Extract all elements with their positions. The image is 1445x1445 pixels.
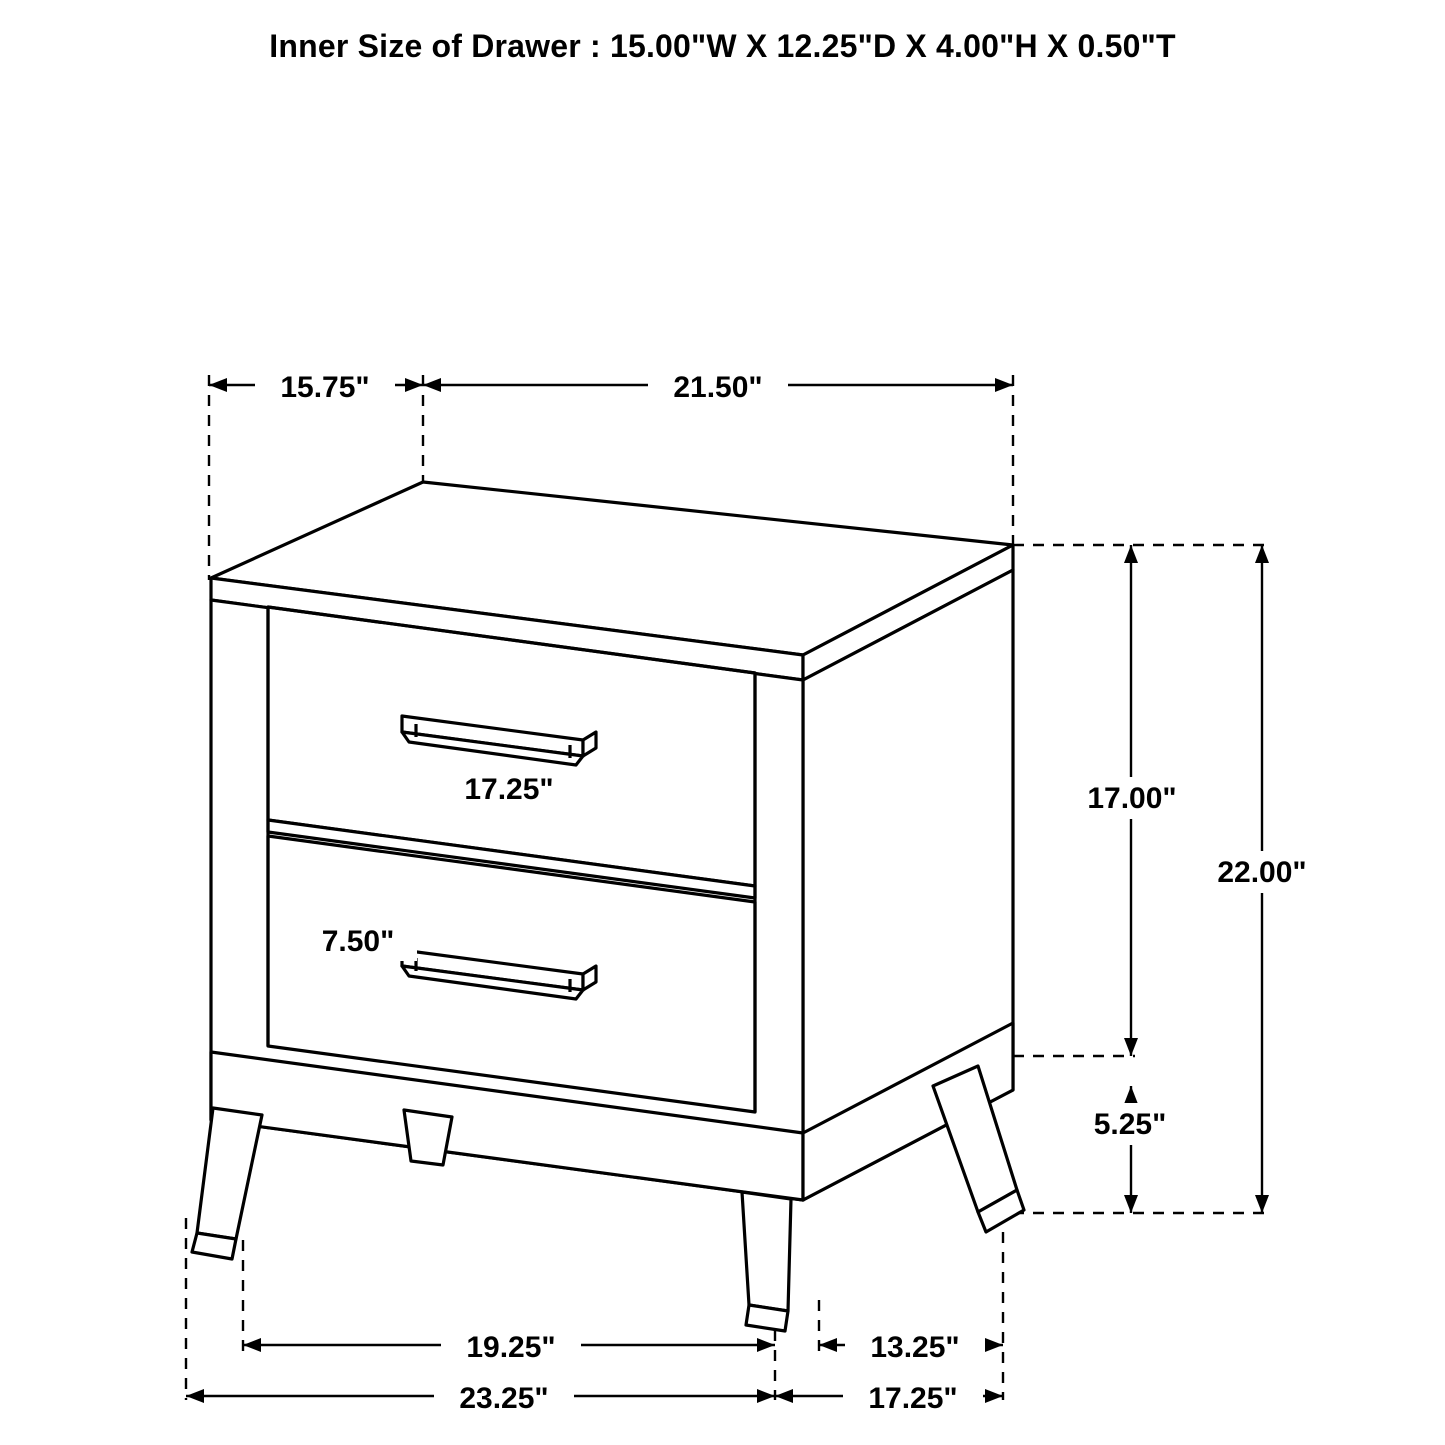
label-case-height: 17.00" xyxy=(1087,782,1177,815)
label-drawer-height: 7.50" xyxy=(321,925,395,958)
label-side-leg-span: 13.25" xyxy=(870,1331,960,1364)
page-title: Inner Size of Drawer : 15.00"W X 12.25"D X 4.00"H X 0.50"T xyxy=(269,28,1176,64)
label-overall-front-span: 23.25" xyxy=(459,1382,549,1415)
label-overall-height: 22.00" xyxy=(1217,856,1307,889)
label-top-depth: 15.75" xyxy=(280,371,370,404)
leg-front-left xyxy=(192,1108,262,1259)
label-leg-height: 5.25" xyxy=(1093,1108,1167,1141)
label-overall-side-span: 17.25" xyxy=(868,1382,958,1415)
label-top-width: 21.50" xyxy=(673,371,763,404)
nightstand-illustration xyxy=(192,482,1024,1331)
leg-back-left xyxy=(404,1110,452,1165)
label-drawer-width: 17.25" xyxy=(464,773,554,806)
leg-front-right xyxy=(742,1192,791,1331)
label-front-leg-span: 19.25" xyxy=(466,1331,556,1364)
